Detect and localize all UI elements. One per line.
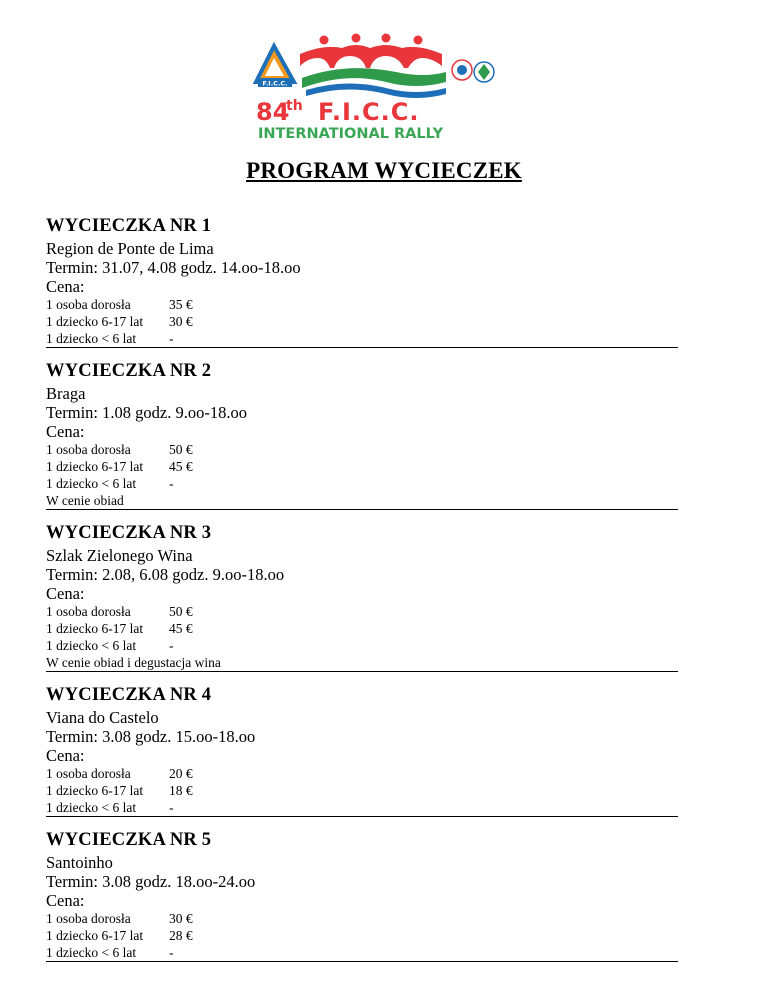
price-who: 1 dziecko < 6 lat xyxy=(46,638,137,653)
seal-icon xyxy=(452,60,494,82)
price-who: 1 osoba dorosła xyxy=(46,911,131,926)
price-who: 1 dziecko 6-17 lat xyxy=(46,459,144,474)
trip-heading: WYCIECZKA NR 4 xyxy=(46,685,212,705)
price-row xyxy=(46,927,678,944)
price-who: 1 dziecko < 6 lat xyxy=(46,331,137,346)
price-amount: - xyxy=(169,800,174,815)
price-who: 1 dziecko 6-17 lat xyxy=(46,928,144,943)
rally-logo xyxy=(246,32,508,142)
trip-heading: WYCIECZKA NR 5 xyxy=(46,830,212,850)
bridge-figures-icon xyxy=(300,34,442,69)
price-who: 1 osoba dorosła xyxy=(46,604,131,619)
price-amount: 50 € xyxy=(169,604,193,619)
price-row xyxy=(46,944,678,961)
price-amount: 30 € xyxy=(169,911,193,926)
price-amount: - xyxy=(169,476,174,491)
trip-heading: WYCIECZKA NR 3 xyxy=(46,523,212,543)
price-row xyxy=(46,782,678,799)
price-row xyxy=(46,458,678,475)
price-label: Cena: xyxy=(46,891,85,910)
trip-place: Szlak Zielonego Wina xyxy=(46,546,193,565)
price-amount: 45 € xyxy=(169,621,193,636)
price-row xyxy=(46,910,678,927)
trip-term: Termin: 1.08 godz. 9.oo-18.oo xyxy=(46,403,247,422)
price-row xyxy=(46,620,678,637)
price-row xyxy=(46,637,678,654)
price-row xyxy=(46,799,678,816)
trip-place: Santoinho xyxy=(46,853,113,872)
price-amount: 45 € xyxy=(169,459,193,474)
trip-term: Termin: 3.08 godz. 15.oo-18.oo xyxy=(46,727,256,746)
price-who: 1 dziecko 6-17 lat xyxy=(46,783,144,798)
price-who: 1 dziecko < 6 lat xyxy=(46,476,137,491)
trip-heading: WYCIECZKA NR 2 xyxy=(46,361,212,381)
price-who: 1 dziecko < 6 lat xyxy=(46,945,137,960)
logo-acronym: F.I.C.C. xyxy=(318,98,420,126)
price-who: 1 osoba dorosła xyxy=(46,297,131,312)
page-title: PROGRAM WYCIECZEK xyxy=(246,158,522,183)
trip-block xyxy=(46,215,678,348)
price-row xyxy=(46,296,678,313)
price-who: 1 osoba dorosła xyxy=(46,442,131,457)
trip-term: Termin: 3.08 godz. 18.oo-24.oo xyxy=(46,872,256,891)
price-label: Cena: xyxy=(46,277,85,296)
price-amount: 35 € xyxy=(169,297,193,312)
trip-heading: WYCIECZKA NR 1 xyxy=(46,216,212,236)
trip-block xyxy=(46,829,678,962)
trip-block xyxy=(46,522,678,672)
price-amount: 30 € xyxy=(169,314,193,329)
trip-block xyxy=(46,360,678,510)
price-amount: - xyxy=(169,945,174,960)
price-label: Cena: xyxy=(46,422,85,441)
trip-place: Region de Ponte de Lima xyxy=(46,239,214,258)
river-wave-icon xyxy=(302,68,446,88)
ficc-badge-icon xyxy=(256,46,294,88)
price-row xyxy=(46,765,678,782)
price-row xyxy=(46,475,678,492)
trip-term: Termin: 2.08, 6.08 godz. 9.oo-18.oo xyxy=(46,565,285,584)
trip-block xyxy=(46,684,678,817)
trip-note: W cenie obiad xyxy=(46,493,124,508)
logo-edition: 84 xyxy=(256,98,290,126)
trip-place: Braga xyxy=(46,384,86,403)
price-row xyxy=(46,313,678,330)
price-who: 1 osoba dorosła xyxy=(46,766,131,781)
trip-place: Viana do Castelo xyxy=(46,708,159,727)
logo-subtitle: INTERNATIONAL RALLY xyxy=(258,126,444,142)
price-row xyxy=(46,441,678,458)
price-amount: 20 € xyxy=(169,766,193,781)
price-amount: 18 € xyxy=(169,783,193,798)
price-who: 1 dziecko 6-17 lat xyxy=(46,621,144,636)
price-row xyxy=(46,603,678,620)
trip-term: Termin: 31.07, 4.08 godz. 14.oo-18.oo xyxy=(46,258,301,277)
logo-ordinal: th xyxy=(286,98,303,114)
price-label: Cena: xyxy=(46,746,85,765)
price-label: Cena: xyxy=(46,584,85,603)
price-row xyxy=(46,330,678,347)
price-who: 1 dziecko 6-17 lat xyxy=(46,314,144,329)
price-amount: 28 € xyxy=(169,928,193,943)
price-who: 1 dziecko < 6 lat xyxy=(46,800,137,815)
badge-text: F.I.C.C. xyxy=(262,79,288,88)
price-amount: 50 € xyxy=(169,442,193,457)
price-amount: - xyxy=(169,638,174,653)
trip-note: W cenie obiad i degustacja wina xyxy=(46,655,221,670)
price-amount: - xyxy=(169,331,174,346)
